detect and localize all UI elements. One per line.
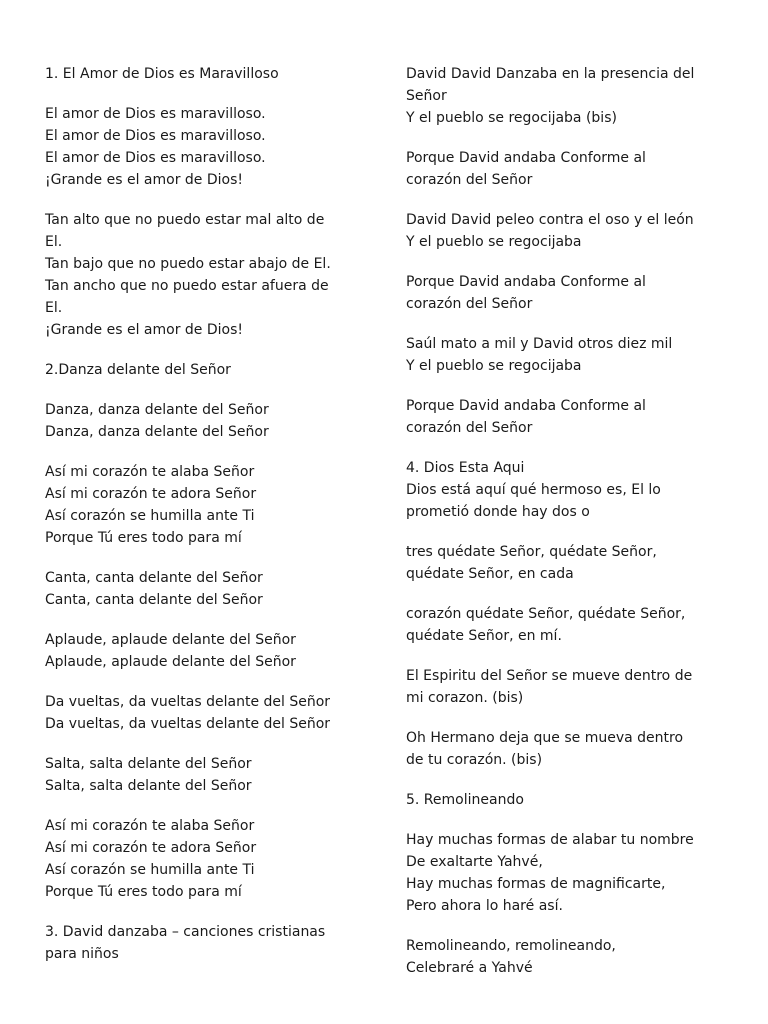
paragraph: [45, 209, 375, 341]
paragraph: [45, 691, 375, 735]
text-line: Oh Hermano deja que se mueva dentro: [406, 730, 684, 746]
text-line: Porque Tú eres todo para mí: [45, 530, 242, 546]
text-line: Salta, salta delante del Señor: [45, 778, 252, 794]
paragraph: [406, 209, 736, 253]
paragraph: [45, 753, 375, 797]
text-line: Así mi corazón te alaba Señor: [45, 818, 255, 834]
text-line: Así mi corazón te alaba Señor: [45, 464, 255, 480]
paragraph: [406, 457, 736, 523]
text-line: Y el pueblo se regocijaba: [406, 234, 582, 250]
text-line: para niños: [45, 946, 119, 962]
right-column: [406, 63, 736, 997]
paragraph: [45, 359, 375, 381]
text-line: Tan alto que no puedo estar mal alto de: [45, 212, 325, 228]
paragraph: [45, 629, 375, 673]
left-column: [45, 63, 375, 983]
paragraph: [406, 789, 736, 811]
paragraph: [45, 399, 375, 443]
text-line: Hay muchas formas de alabar tu nombre: [406, 832, 694, 848]
text-line: Así mi corazón te adora Señor: [45, 486, 257, 502]
text-line: 4. Dios Esta Aqui: [406, 460, 525, 476]
text-line: Así mi corazón te adora Señor: [45, 840, 257, 856]
text-line: Y el pueblo se regocijaba (bis): [406, 110, 617, 126]
paragraph: [45, 103, 375, 191]
text-line: Porque Tú eres todo para mí: [45, 884, 242, 900]
paragraph: [45, 63, 375, 85]
paragraph: [406, 271, 736, 315]
text-line: Canta, canta delante del Señor: [45, 570, 263, 586]
text-line: prometió donde hay dos o: [406, 504, 590, 520]
text-line: 2.Danza delante del Señor: [45, 362, 231, 378]
text-line: David David peleo contra el oso y el león: [406, 212, 694, 228]
text-line: El amor de Dios es maravilloso.: [45, 150, 266, 166]
text-line: Danza, danza delante del Señor: [45, 424, 269, 440]
text-line: El Espiritu del Señor se mueve dentro de: [406, 668, 693, 684]
text-line: El amor de Dios es maravilloso.: [45, 128, 266, 144]
text-line: El amor de Dios es maravilloso.: [45, 106, 266, 122]
paragraph: [45, 461, 375, 549]
text-line: Dios está aquí qué hermoso es, El lo: [406, 482, 661, 498]
text-line: Remolineando, remolineando,: [406, 938, 616, 954]
paragraph: [406, 63, 736, 129]
text-line: corazón del Señor: [406, 420, 533, 436]
text-line: Así corazón se humilla ante Ti: [45, 862, 255, 878]
text-line: El.: [45, 300, 63, 316]
text-line: Da vueltas, da vueltas delante del Señor: [45, 716, 331, 732]
text-line: tres quédate Señor, quédate Señor,: [406, 544, 657, 560]
text-line: Canta, canta delante del Señor: [45, 592, 263, 608]
text-line: Salta, salta delante del Señor: [45, 756, 252, 772]
text-line: 1. El Amor de Dios es Maravilloso: [45, 66, 279, 82]
paragraph: [406, 829, 736, 917]
text-line: Aplaude, aplaude delante del Señor: [45, 632, 296, 648]
text-line: Así corazón se humilla ante Ti: [45, 508, 255, 524]
text-line: Y el pueblo se regocijaba: [406, 358, 582, 374]
paragraph: [406, 603, 736, 647]
text-line: Hay muchas formas de magnificarte,: [406, 876, 666, 892]
text-line: Celebraré a Yahvé: [406, 960, 533, 976]
text-line: David David Danzaba en la presencia del: [406, 66, 695, 82]
text-line: 3. David danzaba – canciones cristianas: [45, 924, 326, 940]
text-line: Pero ahora lo haré así.: [406, 898, 563, 914]
text-line: Tan ancho que no puedo estar afuera de: [45, 278, 329, 294]
text-line: corazón quédate Señor, quédate Señor,: [406, 606, 686, 622]
paragraph: [45, 921, 375, 965]
text-line: Porque David andaba Conforme al: [406, 150, 646, 166]
text-line: Saúl mato a mil y David otros diez mil: [406, 336, 673, 352]
text-line: quédate Señor, en mí.: [406, 628, 562, 644]
text-line: Porque David andaba Conforme al: [406, 274, 646, 290]
paragraph: [406, 147, 736, 191]
text-line: Aplaude, aplaude delante del Señor: [45, 654, 296, 670]
text-line: El.: [45, 234, 63, 250]
paragraph: [45, 815, 375, 903]
text-line: Señor: [406, 88, 447, 104]
text-line: ¡Grande es el amor de Dios!: [45, 172, 244, 188]
paragraph: [406, 395, 736, 439]
text-line: quédate Señor, en cada: [406, 566, 574, 582]
text-line: de tu corazón. (bis): [406, 752, 543, 768]
text-line: corazón del Señor: [406, 296, 533, 312]
text-line: mi corazon. (bis): [406, 690, 524, 706]
paragraph: [406, 541, 736, 585]
text-line: Da vueltas, da vueltas delante del Señor: [45, 694, 331, 710]
text-line: Porque David andaba Conforme al: [406, 398, 646, 414]
text-line: ¡Grande es el amor de Dios!: [45, 322, 244, 338]
text-line: Tan bajo que no puedo estar abajo de El.: [45, 256, 331, 272]
text-line: 5. Remolineando: [406, 792, 524, 808]
paragraph: [406, 935, 736, 979]
text-line: De exaltarte Yahvé,: [406, 854, 543, 870]
paragraph: [406, 727, 736, 771]
text-line: corazón del Señor: [406, 172, 533, 188]
paragraph: [406, 665, 736, 709]
paragraph: [406, 333, 736, 377]
text-line: Danza, danza delante del Señor: [45, 402, 269, 418]
paragraph: [45, 567, 375, 611]
